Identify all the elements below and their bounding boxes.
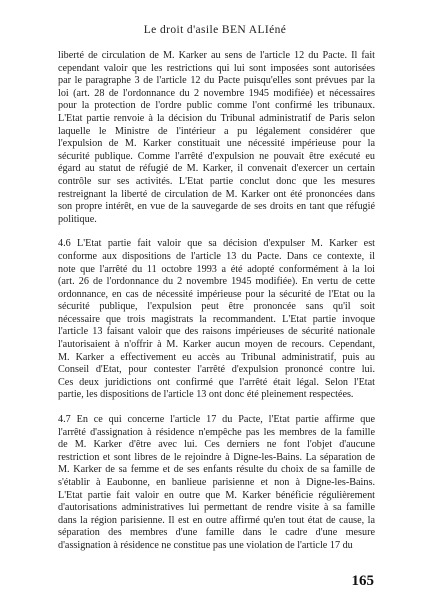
text-line: Ces deux juridictions ont confirmé que l'arrêté était légal. Selon l'Etat xyxy=(58,376,375,388)
text-line: contrôle sur ses activités. L'Etat partie conclut donc que les mesures xyxy=(58,175,375,187)
text-line: 4.7 En ce qui concerne l'article 17 du Pacte, l'Etat partie affirme que xyxy=(58,414,375,426)
text-line: ordonnance, en cas de nécessité impérieuse pour la sécurité de l'Etat ou la xyxy=(58,288,375,300)
text-line: l'autorisaient à n'offrir à M. Karker aucun moyen de recours. Cependant, xyxy=(58,339,375,351)
text-line: note que l'arrêté du 11 octobre 1993 a été adopté conformément à la loi xyxy=(58,263,375,275)
text-line: l'arrêté d'assignation à résidence n'empêche pas les membres de la famille xyxy=(58,426,375,438)
text-line: par le paragraphe 3 de l'article 12 du Pacte puisqu'elles sont prévues par la xyxy=(58,75,375,87)
paragraph-4-7 xyxy=(58,414,375,553)
text-line: sécurité publique. Comme l'arrêté d'expulsion ne pouvait être exécuté eu xyxy=(58,150,375,162)
text-line: l'expulsion de M. Karker constituait une nécessité impérieuse pour la xyxy=(58,138,375,150)
text-line: Conseil d'Etat, pour contester l'arrêté d'expulsion prononcé contre lui. xyxy=(58,364,375,376)
text-line: nécessaire que trois magistrats la recommandent. L'Etat partie invoque xyxy=(58,313,375,325)
paragraph-4-5-continued xyxy=(58,50,375,226)
text-line: s'établir à Eaubonne, en banlieue parisienne et non à Digne-les-Bains. xyxy=(58,477,375,488)
text-line: son propre intérêt, en vue de la sauvegarde de ses droits en tant que réfugié xyxy=(58,201,375,213)
text-line: pour la protection de l'ordre public comme l'ont confirmé les tribunaux. xyxy=(58,100,375,112)
text-line: L'Etat partie renvoie à la décision du Tribunal administratif de Paris selon xyxy=(58,112,375,124)
text-line: restriction et sont libres de le rejoindre à Digne-les-Bains. La séparation de xyxy=(58,451,375,463)
text-line: d'autorisations administratives lui permettant de rendre visite à sa famille xyxy=(58,502,375,514)
text-line: liberté de circulation de M. Karker au sens de l'article 12 du Pacte. Il fait xyxy=(58,50,375,61)
text-line: d'assignation à résidence ne constitue pas une violation de l'article 17 du xyxy=(58,539,353,551)
text-line: 4.6 L'Etat partie fait valoir que sa décision d'expulser M. Karker est xyxy=(58,238,375,250)
text-line: égard au statut de réfugié de M. Karker, il convenait d'exercer un certain xyxy=(58,163,375,175)
text-line: (art. 26 de l'ordonnance du 2 novembre 1945 modifiée). En vertu de cette xyxy=(58,276,375,288)
text-line: de M. Karker d'être avec lui. Ces derniers ne font l'objet d'aucune xyxy=(58,439,375,451)
text-line: loi (art. 28 de l'ordonnance du 2 novembre 1945 modifiée) et nécessaires xyxy=(58,87,375,99)
body-text xyxy=(58,50,375,565)
running-head: Le droit d'asile BEN ALIéné xyxy=(143,24,287,36)
text-line: sécurité publique, l'expulsion peut être prononcée sans qu'il soit xyxy=(58,301,375,313)
text-line: conforme aux dispositions de l'article 13 du Pacte. Dans ce contexte, il xyxy=(58,250,375,262)
text-line: M. Karker de sa femme et de ses enfants résulte du choix de sa famille de xyxy=(58,464,375,476)
paragraph-4-6 xyxy=(58,238,375,402)
text-line: L'Etat partie fait valoir en outre que M. Karker bénéficie régulièrement xyxy=(58,489,375,501)
text-line: politique. xyxy=(58,213,97,225)
text-line: séparation des membres d'une famille dans le cadre d'une mesure xyxy=(58,527,375,539)
text-line: dans la région parisienne. Il est en outre affirmé qu'en tout état de cause, la xyxy=(58,514,375,526)
text-line: laquelle le Ministre de l'intérieur a pu légalement considérer que xyxy=(58,125,375,137)
text-line: cependant valoir que les restrictions qui lui sont imposées sont autorisées xyxy=(58,62,375,74)
text-line: partie, les dispositions de l'article 13 ont donc été pleinement respectées. xyxy=(58,389,354,401)
text-line: l'article 13 faisant valoir que des raisons impérieuses de sécurité nationale xyxy=(58,326,375,338)
text-line: restreignant la liberté de circulation de M. Karker ont été prononcées dans xyxy=(58,188,375,200)
text-line: M. Karker a effectivement eu accès au Tribunal administratif, puis au xyxy=(58,351,375,363)
page-number: 165 xyxy=(351,573,374,589)
